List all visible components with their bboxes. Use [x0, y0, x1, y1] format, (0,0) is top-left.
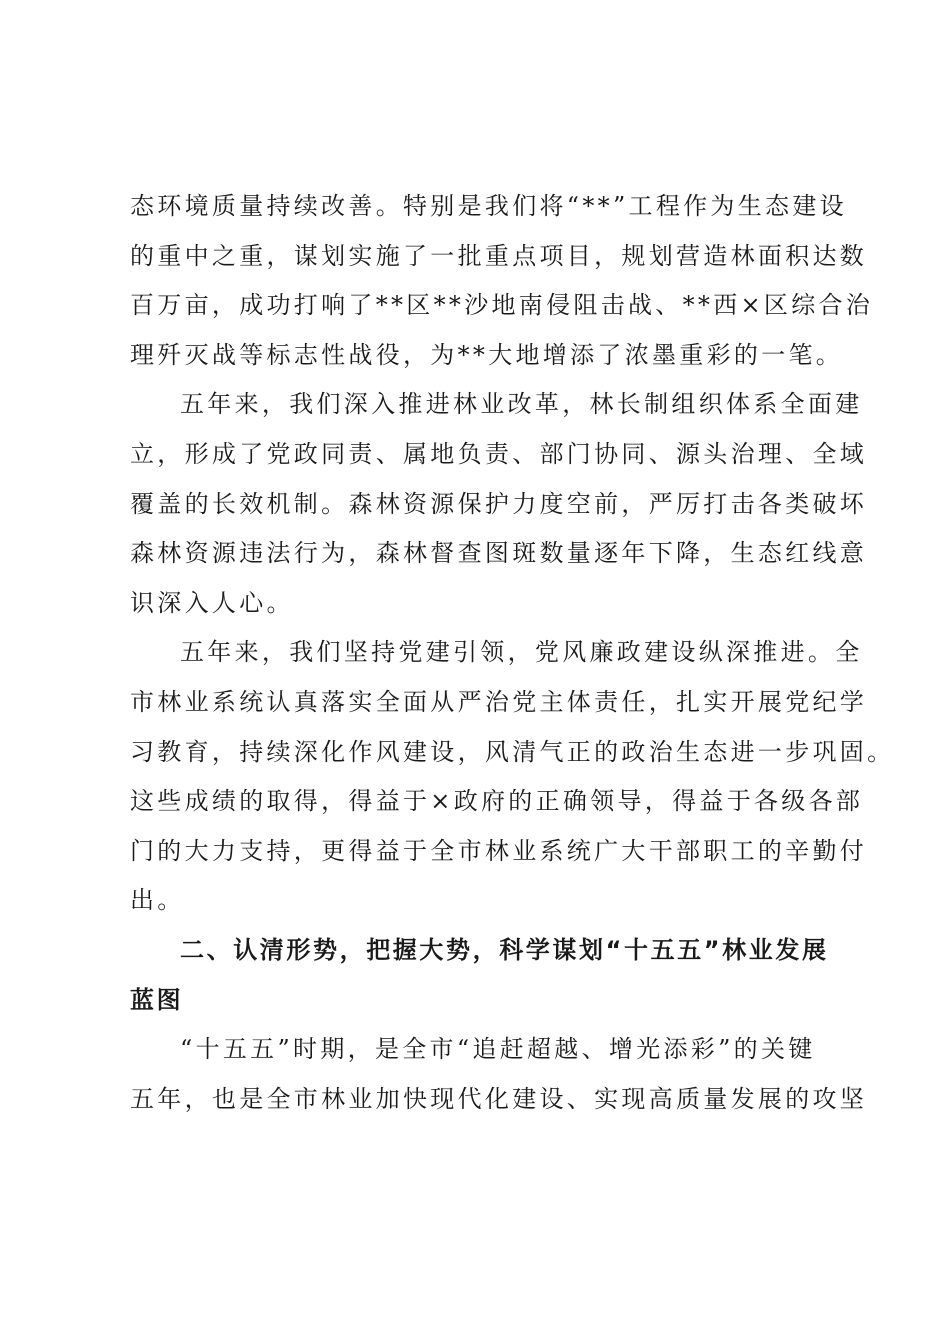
heading-line: 二、认清形势，把握大势，科学谋划“十五五”林业发展: [180, 935, 829, 964]
paragraph-forestry-reform: [130, 380, 868, 628]
text-line: 的重中之重，谋划实施了一批重点项目，规划营造林面积达数: [130, 241, 868, 270]
paragraph-party-building: [130, 628, 895, 926]
paragraph-continuation: [130, 182, 874, 380]
text-line: 这些成绩的取得，得益于×政府的正确领导，得益于各级各部: [130, 787, 864, 816]
text-line: 五年，也是全市林业加快现代化建设、实现高质量发展的攻坚: [130, 1084, 868, 1113]
section-heading: [130, 926, 850, 1025]
text-line: 森林资源违法行为，森林督查图斑数量逐年下降，生态红线意: [130, 539, 868, 568]
text-line: “十五五”时期，是全市“追赶超越、增光添彩”的关键: [180, 1035, 816, 1064]
text-line: 习教育，持续深化作风建设，风清气正的政治生态进一步巩固。: [130, 737, 895, 766]
text-line: 五年来，我们坚持党建引领，党风廉政建设纵深推进。全: [180, 638, 863, 667]
text-line: 百万亩，成功打响了**区**沙地南侵阻击战、**西×区综合治: [130, 291, 874, 320]
paragraph-fifteenth-five-year: [130, 1025, 868, 1124]
text-line: 门的大力支持，更得益于全市林业系统广大干部职工的辛勤付: [130, 836, 868, 865]
text-line: 市林业系统认真落实全面从严治党主体责任，扎实开展党纪学: [130, 687, 868, 716]
text-line: 理歼灭战等标志性战役，为**大地增添了浓墨重彩的一笔。: [130, 340, 844, 369]
text-line: 覆盖的长效机制。森林资源保护力度空前，严厉打击各类破坏: [130, 489, 868, 518]
text-line: 出。: [130, 886, 185, 915]
heading-line: 蓝图: [130, 985, 184, 1014]
text-line: 识深入人心。: [130, 588, 294, 617]
text-line: 五年来，我们深入推进林业改革，林长制组织体系全面建: [180, 390, 863, 419]
text-line: 态环境质量持续改善。特别是我们将“**”工程作为生态建设: [130, 192, 847, 220]
document-body: [130, 182, 895, 1124]
text-line: 立，形成了党政同责、属地负责、部门协同、源头治理、全域: [130, 439, 868, 468]
